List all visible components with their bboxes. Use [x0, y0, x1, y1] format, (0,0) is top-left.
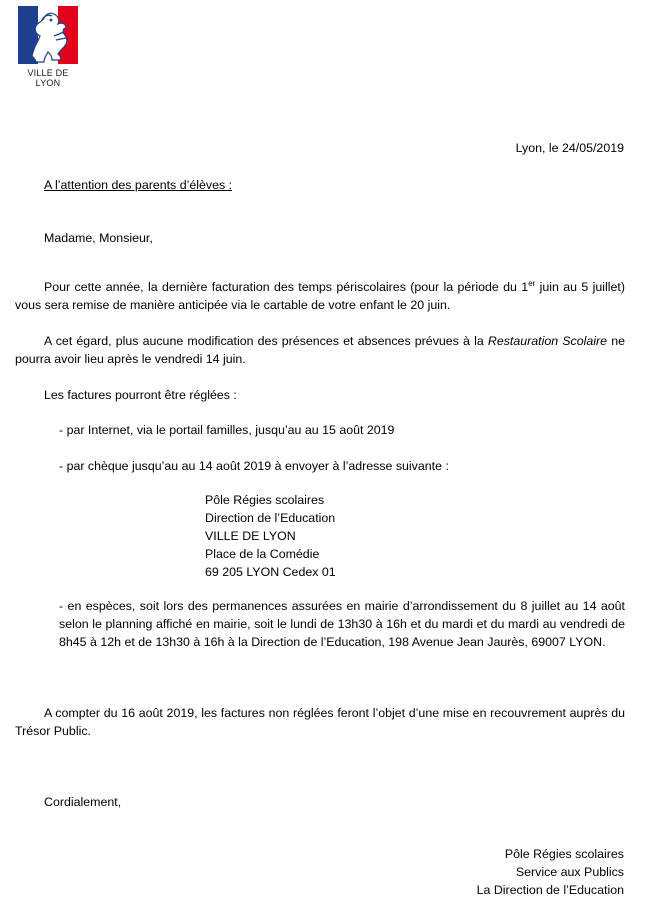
paragraph-billing-part1: Pour cette année, la dernière facturation des temps périscolaires (pour la période du 1 [44, 280, 529, 294]
paragraph-modifications [15, 332, 625, 368]
address-block [205, 491, 336, 581]
date-line: Lyon, le 24/05/2019 [515, 141, 624, 155]
address-line: Direction de l’Education [205, 511, 336, 525]
address-line: 69 205 LYON Cedex 01 [205, 565, 336, 579]
logo-text: VILLE DE LYON [27, 68, 69, 88]
attention-line: A l’attention des parents d’élèves : [44, 178, 233, 192]
superscript-er: er [528, 278, 536, 288]
signature-line: Service aux Publics [515, 865, 624, 879]
paragraph-mod-part1: A cet égard, plus aucune modification des présences et absences prévues à la [44, 334, 488, 348]
address-line: VILLE DE LYON [205, 529, 296, 543]
option-internet: - par Internet, via le portail familles, jusqu’au au 15 août 2019 [59, 423, 395, 437]
paragraph-billing [15, 278, 625, 314]
salutation: Madame, Monsieur, [44, 231, 153, 245]
option-cheque: - par chèque jusqu’au au 14 août 2019 à envoyer à l’adresse suivante : [59, 459, 449, 473]
paragraph-payment-intro: Les factures pourront être réglées : [44, 388, 237, 402]
option-especes: - en espèces, soit lors des permanences assurées en mairie d’arrondissement du 8 juillet au 14 août selon le planning affiché en mairie, soit le lundi de 13h30 à 16h et du mardi et du mardi au vendredi de 8h45 à 12h et de 13h30 à 16h à la Direction de l’Education, 198 Avenue Jean Jaurès, 69007 LYON. [59, 599, 625, 649]
address-line: Pôle Régies scolaires [205, 493, 325, 507]
signature-line: La Direction de l’Education [476, 883, 624, 897]
signature-block [477, 845, 624, 899]
paragraph-mod-italic: Restauration Scolaire [487, 334, 608, 348]
closing: Cordialement, [44, 795, 122, 809]
paragraph-mod-part2: ne pourra avoir lieu après le vendredi 14 juin. [15, 334, 625, 366]
paragraph-billing-part2: juin au 5 juillet) vous sera remise de manière anticipée via le cartable de votre enfant le 20 juin. [15, 280, 626, 312]
paragraph-recovery: A compter du 16 août 2019, les factures non réglées feront l’objet d’une mise en recouvrement auprès du Trésor Public. [15, 706, 625, 738]
address-line: Place de la Comédie [205, 547, 320, 561]
lion-emblem-icon [18, 6, 78, 66]
signature-line: Pôle Régies scolaires [504, 847, 624, 861]
ville-de-lyon-logo [18, 6, 78, 88]
